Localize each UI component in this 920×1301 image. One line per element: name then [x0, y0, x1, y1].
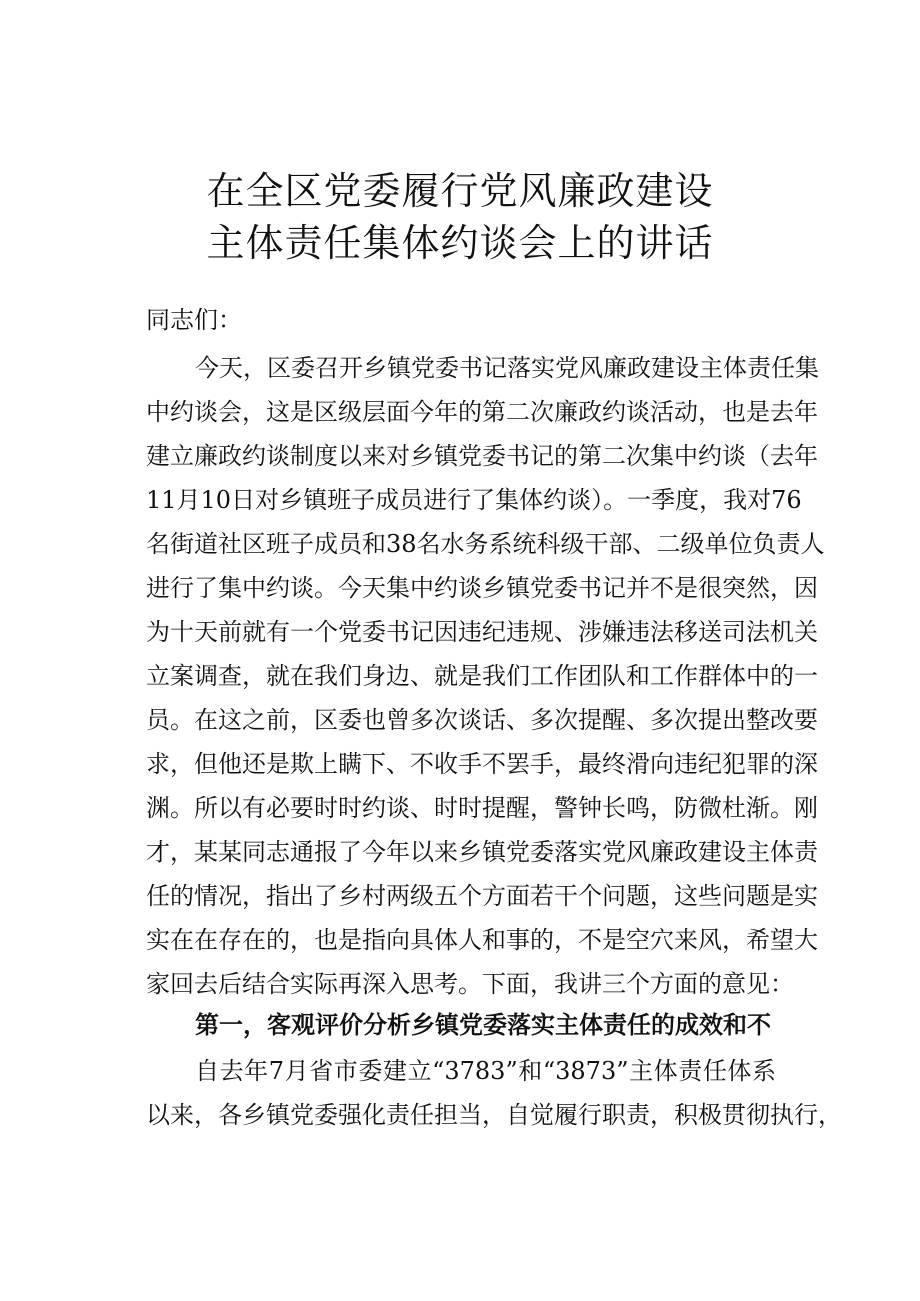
- paragraph-1-line-8: 立案调查，就在我们身边、就是我们工作团队和工作群体中的一: [146, 662, 818, 690]
- salutation: 同志们：: [146, 306, 242, 334]
- paragraph-1-line-7: 为十天前就有一个党委书记因违纪违规、涉嫌违法移送司法机关: [146, 618, 818, 646]
- section-heading: 第一，客观评价分析乡镇党委落实主体责任的成效和不: [195, 1011, 771, 1039]
- paragraph-1-line-1: 今天，区委召开乡镇党委书记落实党风廉政建设主体责任集: [195, 354, 819, 382]
- paragraph-1-line-5: 名街道社区班子成员和38名水务系统科级干部、二级单位负责人: [146, 530, 825, 558]
- document-title-line-2: 主体责任集体约谈会上的讲话: [206, 221, 714, 265]
- paragraph-2-line-2: 以来，各乡镇党委强化责任担当，自觉履行职责，积极贯彻执行，: [146, 1101, 842, 1129]
- paragraph-1-line-11: 渊。所以有必要时时约谈、时时提醒，警钟长鸣，防微杜渐。刚: [146, 794, 818, 822]
- paragraph-1-line-15: 家回去后结合实际再深入思考。下面，我讲三个方面的意见：: [146, 970, 794, 998]
- document-title-line-1: 在全区党委履行党风廉政建设: [206, 169, 714, 213]
- paragraph-1-line-9: 员。在这之前，区委也曾多次谈话、多次提醒、多次提出整改要: [146, 706, 818, 734]
- paragraph-1-line-13: 任的情况，指出了乡村两级五个方面若干个问题，这些问题是实: [146, 882, 818, 910]
- paragraph-1-line-12: 才，某某同志通报了今年以来乡镇党委落实党风廉政建设主体责: [146, 838, 818, 866]
- paragraph-1-line-14: 实在在存在的，也是指向具体人和事的，不是空穴来风，希望大: [146, 926, 818, 954]
- paragraph-1-line-3: 建立廉政约谈制度以来对乡镇党委书记的第二次集中约谈（去年: [146, 442, 818, 470]
- paragraph-1-line-2: 中约谈会，这是区级层面今年的第二次廉政约谈活动，也是去年: [146, 398, 818, 426]
- paragraph-1-line-6: 进行了集中约谈。今天集中约谈乡镇党委书记并不是很突然，因: [146, 574, 818, 602]
- paragraph-1-line-4: 11月10日对乡镇班子成员进行了集体约谈）。一季度，我对76: [146, 486, 802, 514]
- paragraph-1-line-10: 求，但他还是欺上瞒下、不收手不罢手，最终滑向违纪犯罪的深: [146, 750, 818, 778]
- paragraph-2-line-1: 自去年7月省市委建立“3783”和“3873”主体责任体系: [195, 1057, 776, 1085]
